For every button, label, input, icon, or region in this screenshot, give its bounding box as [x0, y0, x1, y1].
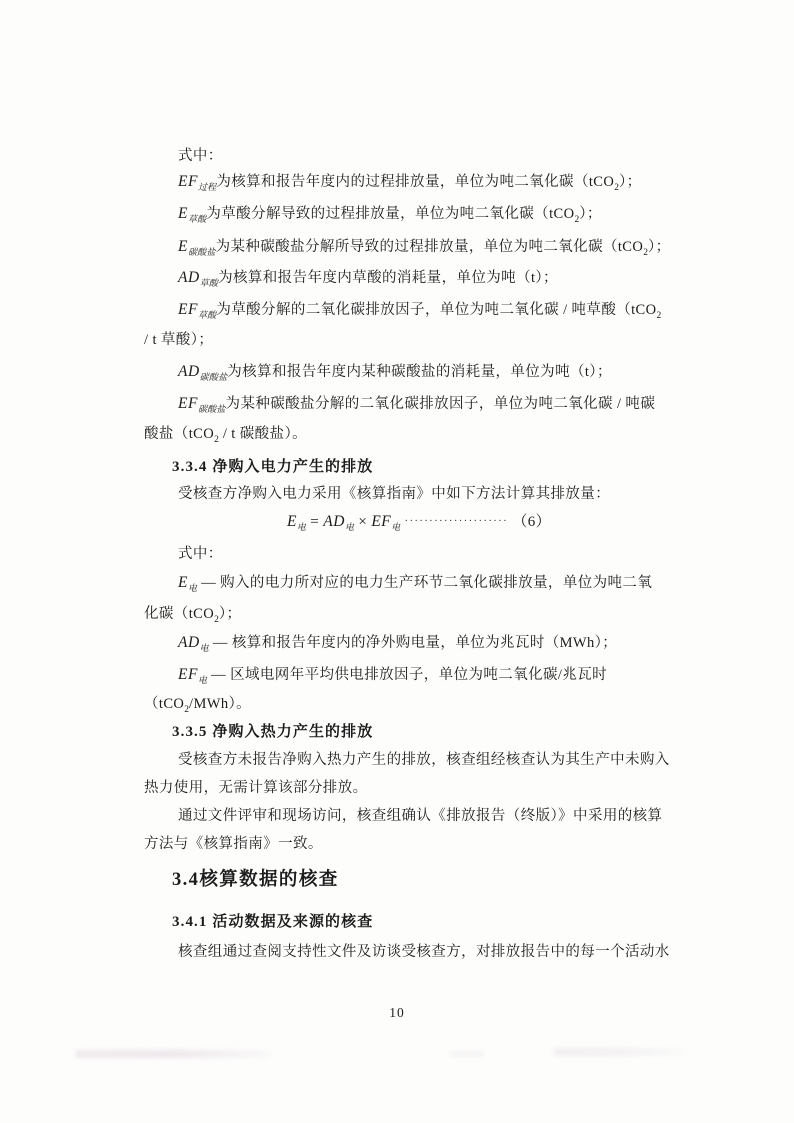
heading-3-3-5: 3.3.5 净购入热力产生的排放	[172, 724, 374, 740]
paragraph-review-line-1: 通过文件评审和现场访问，核查组确认《排放报告（终版）》中采用的核算	[178, 808, 663, 824]
paragraph-heat-line-2: 热力使用，无需计算该部分排放。	[144, 780, 368, 796]
definition-ef-electricity: $EF_电$ — 区域电网年平均供电排放因子，单位为吨二氧化碳/兆瓦时	[178, 666, 608, 685]
scan-artifact	[553, 1048, 688, 1056]
definition-e-electricity: $E_电$ — 购入的电力所对应的电力生产环节二氧化碳排放量，单位为吨二氧	[178, 574, 653, 593]
definition-ef-oxalic: $EF_{草酸}$为草酸分解的二氧化碳排放因子，单位为吨二氧化碳 / 吨草酸（tCO$_2$	[178, 301, 662, 321]
formula-intro-label-2: 式中：	[178, 546, 223, 562]
definition-e-oxalic: $E_{草酸}$为草酸分解导致的过程排放量，单位为吨二氧化碳（tCO$_2$）；	[178, 205, 602, 225]
paragraph-electricity-method: 受核查方净购入电力采用《核算指南》中如下方法计算其排放量：	[178, 486, 611, 502]
page-number: 10	[389, 1005, 405, 1020]
definition-e-carbonate: $E_{碳酸盐}$为某种碳酸盐分解所导致的过程排放量，单位为吨二氧化碳（tCO$_2$）；	[178, 238, 671, 258]
section-heading-3-4: 3.4核算数据的核查	[172, 870, 339, 890]
formula-equation-6: $E_电 = AD_电 \times EF_电$ ····················· （6）	[286, 513, 552, 532]
heading-3-3-4: 3.3.4 净购入电力产生的排放	[172, 459, 374, 475]
definition-ef-carbonate-wrap: 酸盐（tCO$_2$ / t 碳酸盐）。	[144, 426, 308, 445]
definition-ef-carbonate: $EF_{碳酸盐}$为某种碳酸盐分解的二氧化碳排放因子，单位为吨二氧化碳 / 吨碳	[178, 395, 656, 414]
scan-artifact	[450, 1051, 484, 1057]
definition-ef-process: $EF_{过程}$为核算和报告年度内的过程排放量，单位为吨二氧化碳（tCO$_2$）；	[178, 173, 642, 193]
definition-ad-oxalic: $AD_{草酸}$为核算和报告年度内草酸的消耗量，单位为吨（t）；	[178, 269, 558, 288]
paragraph-heat-line-1: 受核查方未报告净购入热力产生的排放，核查组经核查认为其生产中未购入	[178, 752, 670, 768]
heading-3-4-1: 3.4.1 活动数据及来源的核查	[172, 914, 374, 930]
paragraph-review-line-2: 方法与《核算指南》一致。	[144, 836, 323, 852]
definition-ad-electricity: $AD_电$ — 核算和报告年度内的净外购电量，单位为兆瓦时（MWh）；	[178, 634, 618, 653]
formula-intro-label: 式中：	[178, 148, 223, 164]
definition-e-electricity-wrap: 化碳（tCO$_2$）；	[144, 606, 242, 625]
definition-ad-carbonate: $AD_{碳酸盐}$为核算和报告年度内某种碳酸盐的消耗量，单位为吨（t）；	[178, 363, 612, 382]
definition-ef-oxalic-wrap: / t 草酸）；	[144, 332, 214, 348]
definition-ef-electricity-wrap: （tCO$_2$/MWh）。	[144, 696, 252, 715]
scan-artifact	[75, 1050, 270, 1058]
paragraph-activity-data-line-1: 核查组通过查阅支持性文件及访谈受核查方，对排放报告中的每一个活动水	[178, 944, 670, 960]
